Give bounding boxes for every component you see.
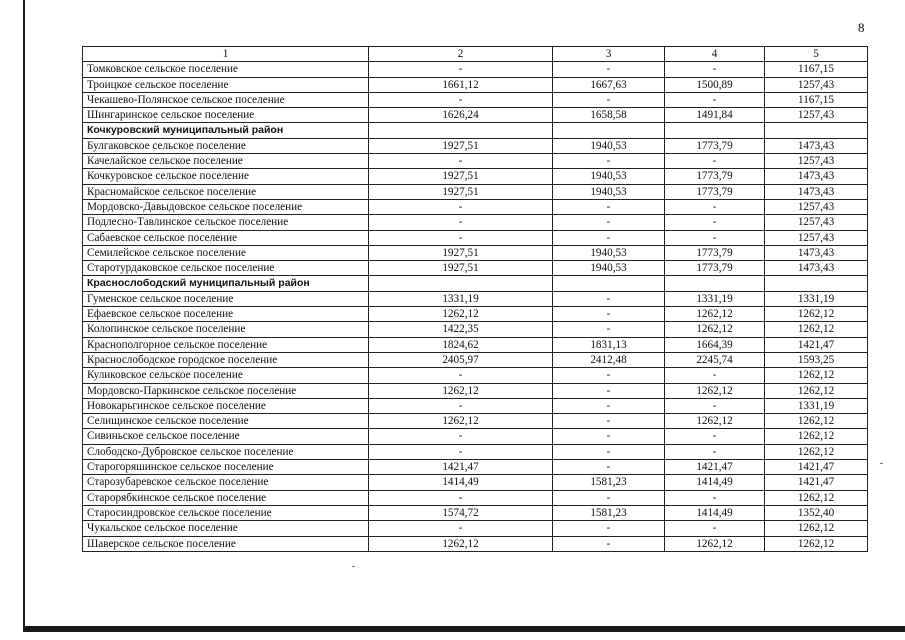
value-cell-col4: 1773,79	[665, 261, 765, 276]
settlement-name: Шингаринское сельское поселение	[83, 108, 369, 123]
value-cell-col5	[765, 123, 868, 138]
value-cell-col4: -	[665, 215, 765, 230]
value-cell-col2: -	[369, 215, 553, 230]
value-cell-col4: 1664,39	[665, 337, 765, 352]
value-cell-col3: -	[553, 398, 665, 413]
value-cell-col2: 1331,19	[369, 291, 553, 306]
value-cell-col3: -	[553, 429, 665, 444]
scan-speck	[352, 566, 355, 567]
settlement-name: Чекашево-Полянское сельское поселение	[83, 92, 369, 107]
value-cell-col2: 1414,49	[369, 475, 553, 490]
value-cell-col2: -	[369, 521, 553, 536]
scan-speck	[880, 463, 883, 464]
page-number: 8	[858, 20, 865, 35]
value-cell-col2: 1262,12	[369, 383, 553, 398]
value-cell-col4: 1773,79	[665, 138, 765, 153]
value-cell-col5: 1257,43	[765, 77, 868, 92]
settlement-name: Краснополгорное сельское поселение	[83, 337, 369, 352]
settlement-name: Старогоряшинское сельское поселение	[83, 460, 369, 475]
settlement-name: Сабаевское сельское поселение	[83, 230, 369, 245]
table-row	[83, 215, 868, 230]
value-cell-col3: 1940,53	[553, 245, 665, 260]
settlement-name: Слободско-Дубровское сельское поселение	[83, 444, 369, 459]
value-cell-col3: -	[553, 154, 665, 169]
settlement-name: Новокарьгинское сельское поселение	[83, 398, 369, 413]
value-cell-col4: -	[665, 62, 765, 77]
value-cell-col3: -	[553, 92, 665, 107]
table-row	[83, 291, 868, 306]
value-cell-col3: -	[553, 199, 665, 214]
value-cell-col3: -	[553, 230, 665, 245]
value-cell-col5: 1262,12	[765, 322, 868, 337]
value-cell-col4: -	[665, 92, 765, 107]
value-cell-col3: 1658,58	[553, 108, 665, 123]
value-cell-col5: 1167,15	[765, 92, 868, 107]
value-cell-col5: 1257,43	[765, 215, 868, 230]
column-header: 1	[83, 47, 369, 62]
settlement-name: Качелайское сельское поселение	[83, 154, 369, 169]
value-cell-col3: 1940,53	[553, 169, 665, 184]
value-cell-col3: 1940,53	[553, 261, 665, 276]
page-left-edge	[23, 0, 25, 628]
value-cell-col2: 1262,12	[369, 536, 553, 551]
table-row	[83, 337, 868, 352]
value-cell-col2: -	[369, 62, 553, 77]
value-cell-col5: 1257,43	[765, 199, 868, 214]
table-row	[83, 444, 868, 459]
value-cell-col5: 1262,12	[765, 536, 868, 551]
value-cell-col3	[553, 123, 665, 138]
value-cell-col4: 1414,49	[665, 505, 765, 520]
value-cell-col5	[765, 276, 868, 291]
table-row	[83, 184, 868, 199]
value-cell-col5: 1262,12	[765, 307, 868, 322]
value-cell-col5: 1262,12	[765, 383, 868, 398]
value-cell-col5: 1262,12	[765, 444, 868, 459]
table-row	[83, 77, 868, 92]
value-cell-col3: -	[553, 521, 665, 536]
table-row	[83, 429, 868, 444]
district-heading-row	[83, 123, 868, 138]
value-cell-col3: 1581,23	[553, 505, 665, 520]
value-cell-col2: 1421,47	[369, 460, 553, 475]
column-header: 5	[765, 47, 868, 62]
value-cell-col2: 1661,12	[369, 77, 553, 92]
value-cell-col4: -	[665, 398, 765, 413]
value-cell-col3: -	[553, 307, 665, 322]
page-bottom-edge	[23, 626, 905, 632]
value-cell-col3: 1831,13	[553, 337, 665, 352]
value-cell-col3: -	[553, 62, 665, 77]
table-row	[83, 307, 868, 322]
settlement-name: Куликовское сельское поселение	[83, 368, 369, 383]
settlement-name: Булгаковское сельское поселение	[83, 138, 369, 153]
value-cell-col3: -	[553, 383, 665, 398]
value-cell-col2: -	[369, 154, 553, 169]
value-cell-col4: 1262,12	[665, 536, 765, 551]
column-header: 4	[665, 47, 765, 62]
value-cell-col5: 1257,43	[765, 108, 868, 123]
value-cell-col5: 1331,19	[765, 398, 868, 413]
value-cell-col4: -	[665, 490, 765, 505]
value-cell-col4: 1421,47	[665, 460, 765, 475]
table-row	[83, 414, 868, 429]
table-row	[83, 322, 868, 337]
value-cell-col2: -	[369, 199, 553, 214]
value-cell-col4	[665, 123, 765, 138]
value-cell-col5: 1421,47	[765, 337, 868, 352]
value-cell-col5: 1352,40	[765, 505, 868, 520]
table-row	[83, 92, 868, 107]
table-row	[83, 368, 868, 383]
value-cell-col3: -	[553, 414, 665, 429]
value-cell-col3: 1667,63	[553, 77, 665, 92]
value-cell-col2: 1422,35	[369, 322, 553, 337]
value-cell-col2: -	[369, 368, 553, 383]
value-cell-col5: 1262,12	[765, 368, 868, 383]
table-row	[83, 62, 868, 77]
value-cell-col5: 1421,47	[765, 475, 868, 490]
value-cell-col2: -	[369, 429, 553, 444]
value-cell-col5: 1473,43	[765, 184, 868, 199]
value-cell-col3: -	[553, 215, 665, 230]
settlement-name: Старосиндровское сельское поселение	[83, 505, 369, 520]
value-cell-col4: 1262,12	[665, 414, 765, 429]
value-cell-col5: 1262,12	[765, 490, 868, 505]
value-cell-col2: -	[369, 230, 553, 245]
value-cell-col4: 1262,12	[665, 322, 765, 337]
value-cell-col4: -	[665, 429, 765, 444]
value-cell-col2: -	[369, 92, 553, 107]
value-cell-col2: 1927,51	[369, 184, 553, 199]
value-cell-col2: 1626,24	[369, 108, 553, 123]
table-row	[83, 108, 868, 123]
settlement-name: Старорябкинское сельское поселение	[83, 490, 369, 505]
settlement-name: Подлесно-Тавлинское сельское поселение	[83, 215, 369, 230]
value-cell-col4: 1262,12	[665, 307, 765, 322]
value-cell-col3: 2412,48	[553, 352, 665, 367]
value-cell-col2: 1824,62	[369, 337, 553, 352]
district-heading-row	[83, 276, 868, 291]
table-row	[83, 521, 868, 536]
table-row	[83, 154, 868, 169]
value-cell-col2: 1927,51	[369, 169, 553, 184]
settlement-name: Гуменское сельское поселение	[83, 291, 369, 306]
value-cell-col4: 1491,84	[665, 108, 765, 123]
table-row	[83, 505, 868, 520]
value-cell-col3: -	[553, 490, 665, 505]
value-cell-col4: -	[665, 230, 765, 245]
value-cell-col4: 1773,79	[665, 169, 765, 184]
value-cell-col2: 1927,51	[369, 261, 553, 276]
value-cell-col3: -	[553, 536, 665, 551]
value-cell-col4: -	[665, 199, 765, 214]
table-row	[83, 138, 868, 153]
value-cell-col4: -	[665, 154, 765, 169]
settlement-name: Мордовско-Давыдовское сельское поселение	[83, 199, 369, 214]
value-cell-col3: 1940,53	[553, 138, 665, 153]
value-cell-col5: 1262,12	[765, 414, 868, 429]
settlement-name: Краснослободское городское поселение	[83, 352, 369, 367]
value-cell-col2: 1262,12	[369, 307, 553, 322]
table-row	[83, 230, 868, 245]
value-cell-col3	[553, 276, 665, 291]
value-cell-col2	[369, 276, 553, 291]
value-cell-col3: -	[553, 460, 665, 475]
table-row	[83, 460, 868, 475]
settlement-name: Колопинское сельское поселение	[83, 322, 369, 337]
value-cell-col5: 1473,43	[765, 245, 868, 260]
value-cell-col5: 1167,15	[765, 62, 868, 77]
value-cell-col5: 1331,19	[765, 291, 868, 306]
table-header-row	[83, 47, 868, 62]
value-cell-col4: 2245,74	[665, 352, 765, 367]
table-body	[83, 62, 868, 552]
district-name: Краснослободский муниципальный район	[83, 276, 369, 291]
table-row	[83, 383, 868, 398]
value-cell-col3: -	[553, 322, 665, 337]
value-cell-col2: -	[369, 444, 553, 459]
settlement-name: Красномайское сельское поселение	[83, 184, 369, 199]
value-cell-col4: -	[665, 444, 765, 459]
tariff-table	[82, 46, 868, 552]
settlement-name: Семилейское сельское поселение	[83, 245, 369, 260]
table-row	[83, 490, 868, 505]
value-cell-col2: 1262,12	[369, 414, 553, 429]
value-cell-col5: 1421,47	[765, 460, 868, 475]
value-cell-col2: 1574,72	[369, 505, 553, 520]
value-cell-col4: 1262,12	[665, 383, 765, 398]
value-cell-col4	[665, 276, 765, 291]
value-cell-col3: -	[553, 368, 665, 383]
table-row	[83, 199, 868, 214]
settlement-name: Старозубаревское сельское поселение	[83, 475, 369, 490]
value-cell-col4: 1773,79	[665, 184, 765, 199]
table-row	[83, 245, 868, 260]
value-cell-col2	[369, 123, 553, 138]
value-cell-col4: 1414,49	[665, 475, 765, 490]
table-row	[83, 261, 868, 276]
column-header: 2	[369, 47, 553, 62]
table-row	[83, 352, 868, 367]
settlement-name: Чукальское сельское поселение	[83, 521, 369, 536]
value-cell-col5: 1262,12	[765, 521, 868, 536]
value-cell-col4: -	[665, 368, 765, 383]
settlement-name: Селищинское сельское поселение	[83, 414, 369, 429]
table-row	[83, 398, 868, 413]
settlement-name: Ефаевское сельское поселение	[83, 307, 369, 322]
value-cell-col2: 1927,51	[369, 245, 553, 260]
value-cell-col5: 1473,43	[765, 138, 868, 153]
value-cell-col4: 1331,19	[665, 291, 765, 306]
value-cell-col5: 1257,43	[765, 154, 868, 169]
settlement-name: Мордовско-Паркинское сельское поселение	[83, 383, 369, 398]
table-row	[83, 169, 868, 184]
settlement-name: Томковское сельское поселение	[83, 62, 369, 77]
settlement-name: Кочкуровское сельское поселение	[83, 169, 369, 184]
value-cell-col3: 1940,53	[553, 184, 665, 199]
value-cell-col3: -	[553, 444, 665, 459]
value-cell-col3: 1581,23	[553, 475, 665, 490]
value-cell-col5: 1593,25	[765, 352, 868, 367]
value-cell-col4: 1500,89	[665, 77, 765, 92]
district-name: Кочкуровский муниципальный район	[83, 123, 369, 138]
value-cell-col5: 1257,43	[765, 230, 868, 245]
value-cell-col2: -	[369, 398, 553, 413]
value-cell-col5: 1262,12	[765, 429, 868, 444]
value-cell-col4: -	[665, 521, 765, 536]
column-header: 3	[553, 47, 665, 62]
table-row	[83, 475, 868, 490]
settlement-name: Сивиньское сельское поселение	[83, 429, 369, 444]
settlement-name: Старотурдаковское сельское поселение	[83, 261, 369, 276]
value-cell-col3: -	[553, 291, 665, 306]
value-cell-col2: 2405,97	[369, 352, 553, 367]
value-cell-col5: 1473,43	[765, 261, 868, 276]
settlement-name: Шаверское сельское поселение	[83, 536, 369, 551]
value-cell-col2: 1927,51	[369, 138, 553, 153]
value-cell-col5: 1473,43	[765, 169, 868, 184]
settlement-name: Троицкое сельское поселение	[83, 77, 369, 92]
table-row	[83, 536, 868, 551]
value-cell-col4: 1773,79	[665, 245, 765, 260]
value-cell-col2: -	[369, 490, 553, 505]
